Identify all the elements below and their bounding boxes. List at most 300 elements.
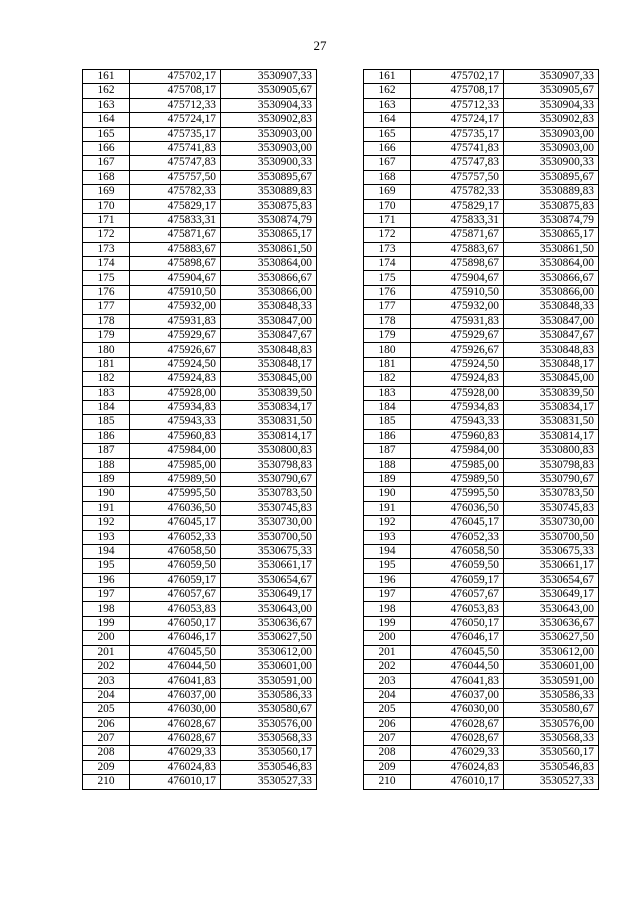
table-row	[83, 616, 599, 630]
y-coordinate-cell: 3530591,00	[504, 674, 599, 688]
table-row	[83, 185, 599, 199]
y-coordinate-cell: 3530848,17	[221, 357, 317, 371]
point-number-cell: 198	[364, 602, 411, 616]
column-gap	[317, 213, 364, 227]
y-coordinate-cell: 3530900,33	[504, 156, 599, 170]
column-gap	[317, 516, 364, 530]
x-coordinate-cell: 476052,33	[130, 530, 221, 544]
y-coordinate-cell: 3530783,50	[504, 487, 599, 501]
x-coordinate-cell: 476028,67	[411, 717, 504, 731]
y-coordinate-cell: 3530790,67	[221, 472, 317, 486]
x-coordinate-cell: 476041,83	[411, 674, 504, 688]
point-number-cell: 162	[83, 84, 130, 98]
column-gap	[317, 357, 364, 371]
column-gap	[317, 156, 364, 170]
point-number-cell: 184	[83, 400, 130, 414]
x-coordinate-cell: 476059,50	[130, 559, 221, 573]
x-coordinate-cell: 476059,17	[411, 573, 504, 587]
point-number-cell: 172	[364, 228, 411, 242]
table-row	[83, 70, 599, 84]
page-number: 27	[313, 38, 327, 53]
point-number-cell: 185	[83, 415, 130, 429]
x-coordinate-cell: 475985,00	[130, 458, 221, 472]
point-number-cell: 187	[83, 444, 130, 458]
column-gap	[317, 329, 364, 343]
point-number-cell: 197	[83, 588, 130, 602]
y-coordinate-cell: 3530874,79	[504, 213, 599, 227]
point-number-cell: 190	[83, 487, 130, 501]
y-coordinate-cell: 3530839,50	[504, 386, 599, 400]
table-row	[83, 113, 599, 127]
table-row	[83, 458, 599, 472]
x-coordinate-cell: 475995,50	[130, 487, 221, 501]
column-gap	[317, 703, 364, 717]
y-coordinate-cell: 3530568,33	[504, 731, 599, 745]
table-row	[83, 228, 599, 242]
point-number-cell: 186	[364, 429, 411, 443]
x-coordinate-cell: 475924,83	[411, 372, 504, 386]
point-number-cell: 173	[364, 242, 411, 256]
x-coordinate-cell: 475898,67	[411, 257, 504, 271]
column-gap	[317, 501, 364, 515]
y-coordinate-cell: 3530834,17	[504, 400, 599, 414]
point-number-cell: 183	[83, 386, 130, 400]
y-coordinate-cell: 3530903,00	[504, 127, 599, 141]
y-coordinate-cell: 3530649,17	[504, 588, 599, 602]
table-row	[83, 170, 599, 184]
point-number-cell: 208	[83, 746, 130, 760]
y-coordinate-cell: 3530790,67	[504, 472, 599, 486]
point-number-cell: 198	[83, 602, 130, 616]
x-coordinate-cell: 476045,17	[130, 516, 221, 530]
table-row	[83, 444, 599, 458]
point-number-cell: 200	[83, 631, 130, 645]
column-gap	[317, 170, 364, 184]
y-coordinate-cell: 3530831,50	[504, 415, 599, 429]
table-row	[83, 530, 599, 544]
x-coordinate-cell: 475984,00	[130, 444, 221, 458]
x-coordinate-cell: 475989,50	[411, 472, 504, 486]
x-coordinate-cell: 476028,67	[130, 717, 221, 731]
point-number-cell: 165	[83, 127, 130, 141]
column-gap	[317, 242, 364, 256]
y-coordinate-cell: 3530580,67	[221, 703, 317, 717]
x-coordinate-cell: 475833,31	[130, 213, 221, 227]
x-coordinate-cell: 476029,33	[411, 746, 504, 760]
y-coordinate-cell: 3530903,00	[504, 141, 599, 155]
y-coordinate-cell: 3530800,83	[221, 444, 317, 458]
column-gap	[317, 113, 364, 127]
table-row	[83, 429, 599, 443]
point-number-cell: 190	[364, 487, 411, 501]
column-gap	[317, 314, 364, 328]
point-number-cell: 205	[364, 703, 411, 717]
table-row	[83, 271, 599, 285]
point-number-cell: 207	[364, 731, 411, 745]
x-coordinate-cell: 475724,17	[411, 113, 504, 127]
table-row	[83, 127, 599, 141]
column-gap	[317, 544, 364, 558]
y-coordinate-cell: 3530730,00	[221, 516, 317, 530]
table-row	[83, 199, 599, 213]
y-coordinate-cell: 3530636,67	[221, 616, 317, 630]
column-gap	[317, 458, 364, 472]
y-coordinate-cell: 3530866,00	[504, 285, 599, 299]
y-coordinate-cell: 3530546,83	[504, 760, 599, 774]
column-gap	[317, 98, 364, 112]
table-row	[83, 746, 599, 760]
table-row	[83, 559, 599, 573]
y-coordinate-cell: 3530834,17	[221, 400, 317, 414]
column-gap	[317, 588, 364, 602]
x-coordinate-cell: 475757,50	[130, 170, 221, 184]
x-coordinate-cell: 476029,33	[130, 746, 221, 760]
table-row	[83, 343, 599, 357]
point-number-cell: 166	[83, 141, 130, 155]
point-number-cell: 184	[364, 400, 411, 414]
table-row	[83, 487, 599, 501]
x-coordinate-cell: 475932,00	[130, 300, 221, 314]
point-number-cell: 210	[83, 775, 130, 789]
point-number-cell: 194	[83, 544, 130, 558]
y-coordinate-cell: 3530900,33	[221, 156, 317, 170]
y-coordinate-cell: 3530576,00	[504, 717, 599, 731]
x-coordinate-cell: 475960,83	[411, 429, 504, 443]
x-coordinate-cell: 475934,83	[411, 400, 504, 414]
y-coordinate-cell: 3530847,67	[504, 329, 599, 343]
column-gap	[317, 616, 364, 630]
x-coordinate-cell: 476024,83	[411, 760, 504, 774]
x-coordinate-cell: 475926,67	[130, 343, 221, 357]
point-number-cell: 174	[364, 257, 411, 271]
y-coordinate-cell: 3530612,00	[504, 645, 599, 659]
point-number-cell: 195	[83, 559, 130, 573]
column-gap	[317, 372, 364, 386]
y-coordinate-cell: 3530636,67	[504, 616, 599, 630]
point-number-cell: 177	[83, 300, 130, 314]
point-number-cell: 202	[83, 660, 130, 674]
y-coordinate-cell: 3530903,00	[221, 141, 317, 155]
table-row	[83, 660, 599, 674]
point-number-cell: 165	[364, 127, 411, 141]
y-coordinate-cell: 3530568,33	[221, 731, 317, 745]
point-number-cell: 203	[83, 674, 130, 688]
point-number-cell: 204	[83, 688, 130, 702]
column-gap	[317, 257, 364, 271]
y-coordinate-cell: 3530848,83	[504, 343, 599, 357]
table-row	[83, 760, 599, 774]
table-row	[83, 242, 599, 256]
x-coordinate-cell: 475829,17	[411, 199, 504, 213]
point-number-cell: 167	[364, 156, 411, 170]
column-gap	[317, 530, 364, 544]
y-coordinate-cell: 3530866,67	[221, 271, 317, 285]
y-coordinate-cell: 3530700,50	[221, 530, 317, 544]
x-coordinate-cell: 475782,33	[130, 185, 221, 199]
x-coordinate-cell: 476024,83	[130, 760, 221, 774]
y-coordinate-cell: 3530814,17	[504, 429, 599, 443]
y-coordinate-cell: 3530902,83	[504, 113, 599, 127]
point-number-cell: 208	[364, 746, 411, 760]
table-row	[83, 372, 599, 386]
point-number-cell: 185	[364, 415, 411, 429]
x-coordinate-cell: 475724,17	[130, 113, 221, 127]
point-number-cell: 180	[364, 343, 411, 357]
point-number-cell: 197	[364, 588, 411, 602]
y-coordinate-cell: 3530895,67	[221, 170, 317, 184]
x-coordinate-cell: 475924,83	[130, 372, 221, 386]
y-coordinate-cell: 3530675,33	[504, 544, 599, 558]
y-coordinate-cell: 3530875,83	[221, 199, 317, 213]
table-row	[83, 472, 599, 486]
x-coordinate-cell: 475747,83	[130, 156, 221, 170]
table-row	[83, 213, 599, 227]
point-number-cell: 192	[364, 516, 411, 530]
y-coordinate-cell: 3530905,67	[504, 84, 599, 98]
y-coordinate-cell: 3530661,17	[504, 559, 599, 573]
y-coordinate-cell: 3530643,00	[221, 602, 317, 616]
y-coordinate-cell: 3530848,33	[221, 300, 317, 314]
y-coordinate-cell: 3530866,00	[221, 285, 317, 299]
point-number-cell: 209	[364, 760, 411, 774]
x-coordinate-cell: 476046,17	[411, 631, 504, 645]
x-coordinate-cell: 476050,17	[130, 616, 221, 630]
x-coordinate-cell: 475932,00	[411, 300, 504, 314]
point-number-cell: 191	[83, 501, 130, 515]
table-row	[83, 516, 599, 530]
y-coordinate-cell: 3530907,33	[504, 70, 599, 84]
point-number-cell: 187	[364, 444, 411, 458]
x-coordinate-cell: 475928,00	[130, 386, 221, 400]
y-coordinate-cell: 3530848,83	[221, 343, 317, 357]
x-coordinate-cell: 475883,67	[130, 242, 221, 256]
coordinates-table	[82, 69, 599, 790]
point-number-cell: 169	[83, 185, 130, 199]
table-row	[83, 400, 599, 414]
column-gap	[317, 731, 364, 745]
table-row	[83, 703, 599, 717]
x-coordinate-cell: 476028,67	[411, 731, 504, 745]
y-coordinate-cell: 3530654,67	[504, 573, 599, 587]
point-number-cell: 196	[364, 573, 411, 587]
x-coordinate-cell: 475931,83	[130, 314, 221, 328]
x-coordinate-cell: 475989,50	[130, 472, 221, 486]
table-row	[83, 141, 599, 155]
point-number-cell: 176	[364, 285, 411, 299]
point-number-cell: 199	[364, 616, 411, 630]
x-coordinate-cell: 476036,50	[130, 501, 221, 515]
x-coordinate-cell: 476046,17	[130, 631, 221, 645]
point-number-cell: 162	[364, 84, 411, 98]
column-gap	[317, 84, 364, 98]
x-coordinate-cell: 476045,17	[411, 516, 504, 530]
y-coordinate-cell: 3530627,50	[504, 631, 599, 645]
column-gap	[317, 285, 364, 299]
column-gap	[317, 70, 364, 84]
y-coordinate-cell: 3530654,67	[221, 573, 317, 587]
x-coordinate-cell: 475757,50	[411, 170, 504, 184]
table-row	[83, 84, 599, 98]
point-number-cell: 183	[364, 386, 411, 400]
y-coordinate-cell: 3530847,00	[504, 314, 599, 328]
x-coordinate-cell: 475904,67	[130, 271, 221, 285]
y-coordinate-cell: 3530848,17	[504, 357, 599, 371]
x-coordinate-cell: 475960,83	[130, 429, 221, 443]
y-coordinate-cell: 3530580,67	[504, 703, 599, 717]
x-coordinate-cell: 475926,67	[411, 343, 504, 357]
y-coordinate-cell: 3530814,17	[221, 429, 317, 443]
point-number-cell: 194	[364, 544, 411, 558]
x-coordinate-cell: 475747,83	[411, 156, 504, 170]
table-row	[83, 631, 599, 645]
x-coordinate-cell: 476037,00	[130, 688, 221, 702]
y-coordinate-cell: 3530675,33	[221, 544, 317, 558]
y-coordinate-cell: 3530848,33	[504, 300, 599, 314]
y-coordinate-cell: 3530649,17	[221, 588, 317, 602]
point-number-cell: 201	[364, 645, 411, 659]
point-number-cell: 205	[83, 703, 130, 717]
column-gap	[317, 300, 364, 314]
point-number-cell: 175	[83, 271, 130, 285]
column-gap	[317, 775, 364, 789]
x-coordinate-cell: 475985,00	[411, 458, 504, 472]
point-number-cell: 182	[364, 372, 411, 386]
table-row	[83, 573, 599, 587]
point-number-cell: 188	[83, 458, 130, 472]
x-coordinate-cell: 476052,33	[411, 530, 504, 544]
y-coordinate-cell: 3530865,17	[221, 228, 317, 242]
point-number-cell: 174	[83, 257, 130, 271]
y-coordinate-cell: 3530895,67	[504, 170, 599, 184]
column-gap	[317, 472, 364, 486]
table-row	[83, 544, 599, 558]
point-number-cell: 196	[83, 573, 130, 587]
column-gap	[317, 674, 364, 688]
x-coordinate-cell: 475943,33	[130, 415, 221, 429]
point-number-cell: 206	[83, 717, 130, 731]
y-coordinate-cell: 3530560,17	[221, 746, 317, 760]
x-coordinate-cell: 475898,67	[130, 257, 221, 271]
y-coordinate-cell: 3530864,00	[221, 257, 317, 271]
point-number-cell: 163	[364, 98, 411, 112]
point-number-cell: 178	[83, 314, 130, 328]
table-row	[83, 257, 599, 271]
point-number-cell: 209	[83, 760, 130, 774]
point-number-cell: 180	[83, 343, 130, 357]
table-row	[83, 156, 599, 170]
point-number-cell: 191	[364, 501, 411, 515]
table-row	[83, 386, 599, 400]
point-number-cell: 177	[364, 300, 411, 314]
point-number-cell: 163	[83, 98, 130, 112]
x-coordinate-cell: 476058,50	[130, 544, 221, 558]
x-coordinate-cell: 476044,50	[130, 660, 221, 674]
point-number-cell: 171	[83, 213, 130, 227]
y-coordinate-cell: 3530902,83	[221, 113, 317, 127]
y-coordinate-cell: 3530591,00	[221, 674, 317, 688]
point-number-cell: 181	[83, 357, 130, 371]
x-coordinate-cell: 475904,67	[411, 271, 504, 285]
column-gap	[317, 228, 364, 242]
y-coordinate-cell: 3530745,83	[221, 501, 317, 515]
point-number-cell: 206	[364, 717, 411, 731]
x-coordinate-cell: 475871,67	[411, 228, 504, 242]
x-coordinate-cell: 475910,50	[130, 285, 221, 299]
point-number-cell: 192	[83, 516, 130, 530]
x-coordinate-cell: 476044,50	[411, 660, 504, 674]
x-coordinate-cell: 475984,00	[411, 444, 504, 458]
point-number-cell: 176	[83, 285, 130, 299]
column-gap	[317, 487, 364, 501]
column-gap	[317, 645, 364, 659]
point-number-cell: 189	[364, 472, 411, 486]
column-gap	[317, 660, 364, 674]
x-coordinate-cell: 476059,17	[130, 573, 221, 587]
column-gap	[317, 429, 364, 443]
y-coordinate-cell: 3530889,83	[221, 185, 317, 199]
y-coordinate-cell: 3530700,50	[504, 530, 599, 544]
y-coordinate-cell: 3530586,33	[504, 688, 599, 702]
table-row	[83, 501, 599, 515]
x-coordinate-cell: 476010,17	[411, 775, 504, 789]
y-coordinate-cell: 3530831,50	[221, 415, 317, 429]
y-coordinate-cell: 3530601,00	[504, 660, 599, 674]
x-coordinate-cell: 476037,00	[411, 688, 504, 702]
column-gap	[317, 141, 364, 155]
x-coordinate-cell: 476041,83	[130, 674, 221, 688]
y-coordinate-cell: 3530904,33	[504, 98, 599, 112]
y-coordinate-cell: 3530546,83	[221, 760, 317, 774]
x-coordinate-cell: 475735,17	[130, 127, 221, 141]
x-coordinate-cell: 475928,00	[411, 386, 504, 400]
x-coordinate-cell: 475712,33	[130, 98, 221, 112]
x-coordinate-cell: 476059,50	[411, 559, 504, 573]
y-coordinate-cell: 3530560,17	[504, 746, 599, 760]
y-coordinate-cell: 3530576,00	[221, 717, 317, 731]
y-coordinate-cell: 3530874,79	[221, 213, 317, 227]
table-row	[83, 314, 599, 328]
point-number-cell: 179	[83, 329, 130, 343]
y-coordinate-cell: 3530661,17	[221, 559, 317, 573]
point-number-cell: 161	[364, 70, 411, 84]
point-number-cell: 164	[364, 113, 411, 127]
y-coordinate-cell: 3530783,50	[221, 487, 317, 501]
table-row	[83, 285, 599, 299]
y-coordinate-cell: 3530847,00	[221, 314, 317, 328]
point-number-cell: 161	[83, 70, 130, 84]
point-number-cell: 182	[83, 372, 130, 386]
y-coordinate-cell: 3530907,33	[221, 70, 317, 84]
x-coordinate-cell: 475883,67	[411, 242, 504, 256]
x-coordinate-cell: 475712,33	[411, 98, 504, 112]
column-gap	[317, 386, 364, 400]
column-gap	[317, 717, 364, 731]
column-gap	[317, 573, 364, 587]
x-coordinate-cell: 475924,50	[130, 357, 221, 371]
point-number-cell: 210	[364, 775, 411, 789]
y-coordinate-cell: 3530586,33	[221, 688, 317, 702]
x-coordinate-cell: 476010,17	[130, 775, 221, 789]
x-coordinate-cell: 475929,67	[411, 329, 504, 343]
point-number-cell: 168	[83, 170, 130, 184]
y-coordinate-cell: 3530839,50	[221, 386, 317, 400]
y-coordinate-cell: 3530861,50	[221, 242, 317, 256]
point-number-cell: 200	[364, 631, 411, 645]
x-coordinate-cell: 475871,67	[130, 228, 221, 242]
point-number-cell: 175	[364, 271, 411, 285]
point-number-cell: 164	[83, 113, 130, 127]
point-number-cell: 186	[83, 429, 130, 443]
